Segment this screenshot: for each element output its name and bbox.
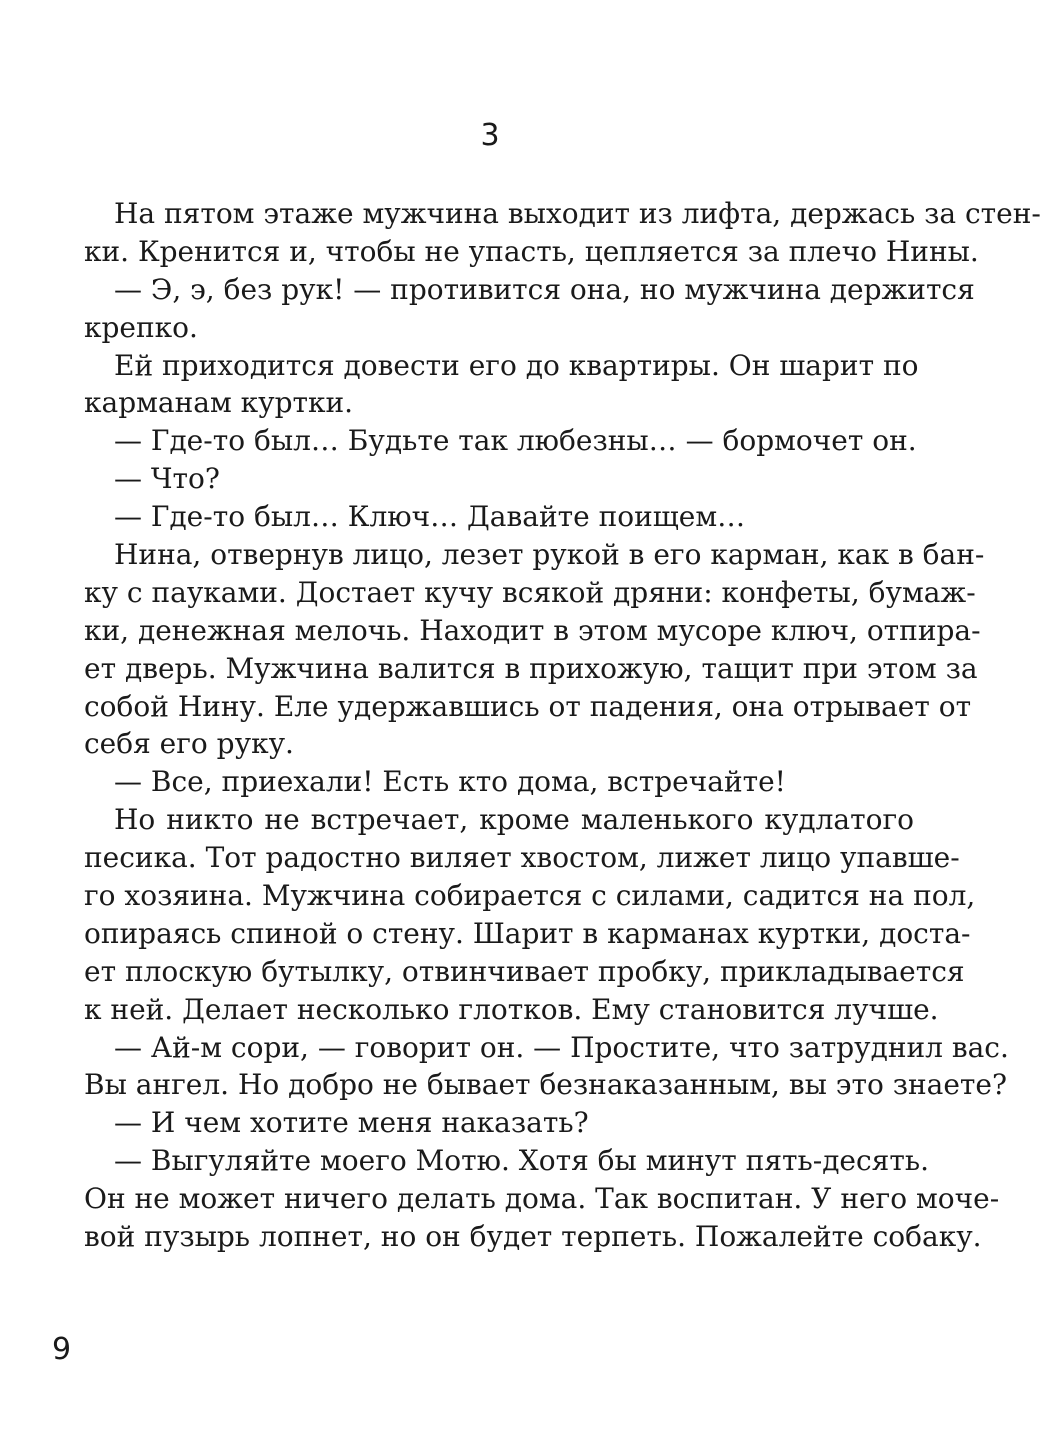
text-line: — Что? [114, 462, 220, 496]
text-line: На пятом этаже мужчина выходит из лифта, держась за стен- [114, 197, 1041, 230]
text-line: ки. Кренится и, чтобы не упасть, цепляется за плечо Нины. [84, 234, 979, 268]
body-text [84, 195, 1041, 1256]
text-line: Но никто не встречает, кроме маленького кудлатого [114, 803, 914, 837]
text-line: — Где-то был… Ключ… Давайте поищем… [114, 500, 746, 534]
text-line: песика. Тот радостно виляет хвостом, лижет лицо упавше- [84, 841, 960, 875]
text-line: ет плоскую бутылку, отвинчивает пробку, прикладывается [84, 954, 965, 988]
text-line: — И чем хотите меня наказать? [114, 1106, 589, 1140]
text-line: го хозяина. Мужчина собирается с силами, садится на пол, [84, 879, 976, 913]
text-line: себя его руку. [84, 727, 294, 761]
text-line: Вы ангел. Но добро не бывает безнаказанным, вы это знаете? [84, 1068, 1008, 1102]
text-line: к ней. Делает несколько глотков. Ему становится лучше. [84, 992, 939, 1026]
chapter-number: 3 [480, 118, 500, 153]
text-line: ет дверь. Мужчина валится в прихожую, тащит при этом за [84, 651, 978, 685]
text-line: — Ай-м сори, — говорит он. — Простите, что затруднил вас. [114, 1030, 1009, 1064]
text-line: Нина, отвернув лицо, лезет рукой в его карман, как в бан- [114, 538, 985, 572]
text-line: ку с пауками. Достает кучу всякой дряни: конфеты, бумаж- [84, 575, 976, 609]
text-line: Он не может ничего делать дома. Так воспитан. У него моче- [84, 1182, 1000, 1216]
page-number: 9 [52, 1332, 72, 1367]
text-line: — Выгуляйте моего Мотю. Хотя бы минут пять-десять. [114, 1144, 929, 1178]
text-line: ки, денежная мелочь. Находит в этом мусоре ключ, отпира- [84, 613, 981, 647]
text-line: — Где-то был… Будьте так любезны… — бормочет он. [114, 424, 917, 458]
text-line: Ей приходится довести его до квартиры. Он шарит по [114, 348, 919, 382]
text-line: — Все, приехали! Есть кто дома, встречайте! [114, 765, 786, 799]
text-line: крепко. [84, 310, 198, 344]
text-line: опираясь спиной о стену. Шарит в карманах куртки, доста- [84, 916, 971, 950]
text-line: собой Нину. Еле удержавшись от падения, она отрывает от [84, 689, 972, 723]
text-line: — Э, э, без рук! — противится она, но мужчина держится [114, 272, 975, 306]
text-line: карманам куртки. [84, 386, 354, 420]
text-line: вой пузырь лопнет, но он будет терпеть. Пожалейте собаку. [84, 1220, 982, 1254]
